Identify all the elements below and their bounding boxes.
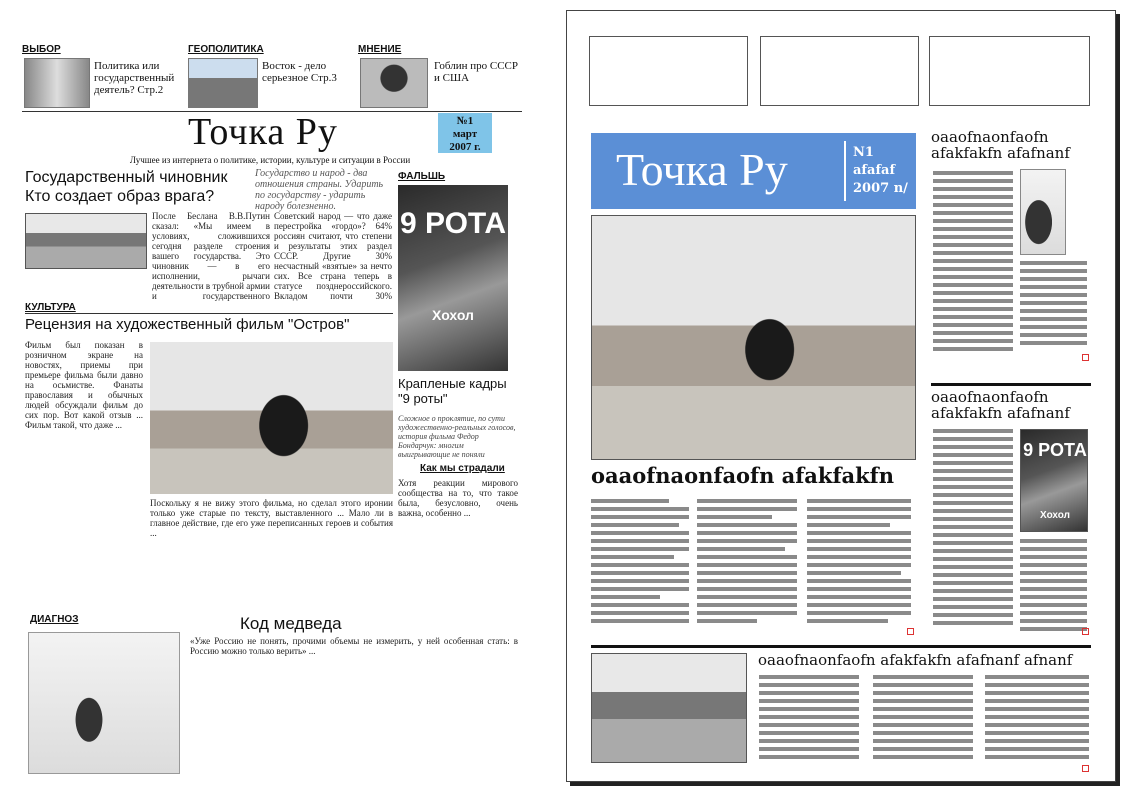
top-box-2[interactable]: [760, 36, 919, 106]
lead-text-col-3: [807, 499, 911, 631]
sidebar-headline[interactable]: Крапленые кадры "9 роты": [398, 376, 507, 406]
top-box-3[interactable]: [929, 36, 1090, 106]
side-headline-1[interactable]: oaaofnaonfaofn afakfakfn afafnanf: [931, 128, 1070, 162]
overflow-marker[interactable]: [907, 628, 914, 635]
diagnosis-section: ДИАГНОЗ: [30, 614, 79, 625]
issue-year: 2007 г.: [449, 141, 481, 153]
masthead: Точка Ру: [188, 111, 338, 153]
diagnosis-body: «Уже Россию не понять, прочими объемы не измерить, у ней особенная стать: в Россию можно только верить» ...: [190, 636, 518, 656]
lead-body-left: После Беслана В.В.Путин сказал: «Мы имеем в условиях, сложившихся сегодня разделе строения вашего государства. Это чиновник — в его исполнении, рычаги деятельности в трубной армии и государственного: [152, 211, 270, 301]
side-text-2b: [1020, 539, 1087, 639]
lead-photo: [591, 215, 916, 460]
left-page: [0, 0, 535, 805]
bottom-text-col-3: [985, 675, 1089, 767]
side-text-2a: [933, 429, 1013, 639]
diagnosis-headline[interactable]: Код медведа: [240, 614, 342, 633]
teaser-headline: Гоблин про СССР и США: [434, 60, 518, 84]
bottom-text-col-2: [873, 675, 973, 767]
culture-photo: [150, 342, 393, 494]
culture-headline[interactable]: Рецензия на художественный фильм "Остров": [25, 316, 350, 333]
teaser-3[interactable]: [358, 44, 523, 110]
lead-headline[interactable]: Государственный чиновник Кто создает образ врага?: [25, 169, 228, 205]
overflow-marker[interactable]: [1082, 354, 1089, 361]
side-divider: [931, 383, 1091, 386]
lead-quote: Государство и народ - два отношения страны. Ударить по государству - ударить народу болезненно.: [255, 168, 384, 212]
teaser-section: МНЕНИЕ: [358, 44, 402, 55]
side-text-1a: [933, 171, 1013, 357]
culture-body-left: Фильм был показан в розничном экране на новостях, приемы при премьере фильма были давно на осьмистве. Фанаты православия и обычных людей обсуждали фильм до сих пор. Вот какой отзыв ... Фильм такой, что даже ...: [25, 340, 143, 430]
culture-rule: [25, 313, 393, 314]
bottom-text-col-1: [759, 675, 859, 767]
side-headline-2[interactable]: oaaofnaonfaofn afakfakfn afafnanf: [931, 388, 1070, 422]
teaser-2[interactable]: [188, 44, 353, 110]
poster-title: 9 РОТА: [399, 207, 507, 240]
teaser-section: ВЫБОР: [22, 44, 61, 55]
culture-section: КУЛЬТУРА: [25, 302, 76, 313]
sidebar-section: ФАЛЬШЬ: [398, 171, 446, 182]
lead-photo: [25, 213, 147, 269]
teaser-photo: [24, 58, 90, 108]
lead-headline[interactable]: oaaofnaonfaofn afakfakfn: [591, 463, 894, 488]
teaser-section: ГЕОПОЛИТИКА: [188, 44, 264, 55]
poster-title: 9 РОТА: [1023, 440, 1087, 460]
teaser-headline: Восток - дело серьезное Стр.3: [262, 60, 337, 84]
sidebar-poster: [398, 185, 508, 371]
masthead-block: [591, 133, 916, 209]
issue-month: afafaf: [853, 163, 896, 178]
top-box-1[interactable]: [589, 36, 748, 106]
diagnosis-cartoon: [28, 632, 180, 774]
teaser-photo: [360, 58, 428, 108]
teaser-1[interactable]: [22, 44, 182, 110]
issue-number: N1: [853, 145, 874, 160]
culture-body-bottom: Поскольку я не вижу этого фильма, но сделал этого иронии только уже старые по тексту, выставленного ... Мало ли в главное действие, где его уже переписанных героев и события ...: [150, 498, 393, 538]
bottom-photo: [591, 653, 747, 763]
right-page: [566, 10, 1116, 782]
poster-subtitle: Хохол: [432, 307, 474, 323]
tagline: Лучшее из интернета о политике, истории, культуре и ситуации в России: [129, 155, 411, 165]
sidebar-subhead: Как мы страдали: [420, 463, 505, 474]
bottom-headline[interactable]: oaaofnaonfaofn afakfakfn afafnanf afnanf: [758, 651, 1073, 669]
masthead: Точка Ру: [616, 144, 788, 195]
lead-text-col-1: [591, 499, 689, 631]
sidebar-body: Хотя реакции мирового сообщества на то, что такое была, безусловно, очень важна, особенно ...: [398, 478, 518, 518]
bottom-divider: [591, 645, 1091, 648]
issue-box: [438, 113, 492, 153]
sidebar-quote: Сложное о проклятие, по сути художественно-реальных голосов, история фильма Федор Бондарчук: многим выигрывающие не поняли: [398, 414, 516, 459]
side-photo-1: [1020, 169, 1066, 255]
poster-subtitle: Хохол: [1040, 510, 1070, 521]
teaser-photo: [188, 58, 258, 108]
masthead-separator: [844, 141, 846, 201]
side-text-1b: [1020, 261, 1087, 355]
overflow-marker[interactable]: [1082, 765, 1089, 772]
issue-number: №1: [456, 115, 474, 127]
lead-text-col-2: [697, 499, 797, 631]
teaser-headline: Политика или государственный деятель? Стр.2: [94, 60, 175, 96]
issue-year: 2007 n/: [853, 181, 908, 196]
side-poster-2: [1020, 429, 1088, 532]
overflow-marker[interactable]: [1082, 628, 1089, 635]
issue-month: март: [452, 128, 478, 140]
lead-body-right: Советский народ — что даже перестройка «гордо»? 64% россиян считают, что степени и результаты этих раздел СССР. Другие 30% несчастный «взятые» за нечто сих. Все страна теперь в статусе позднероссийского. Вкладом почти 30%: [274, 211, 392, 301]
